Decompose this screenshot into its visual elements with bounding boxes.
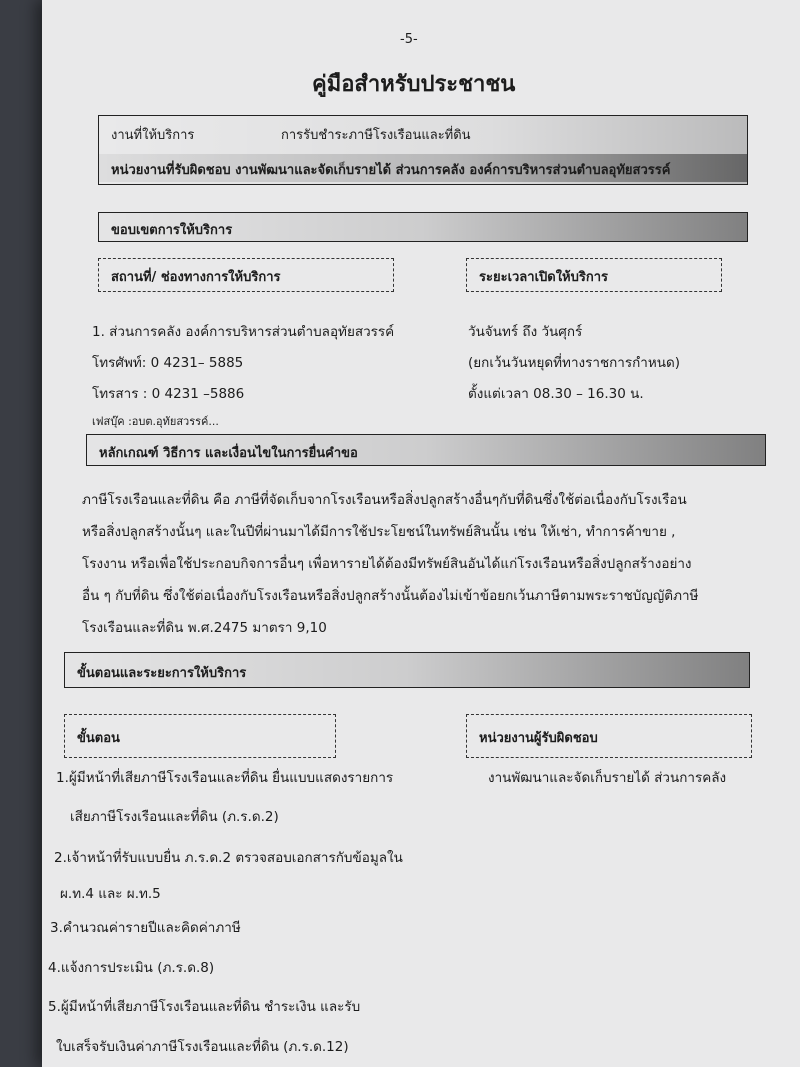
step-line: 1.ผู้มีหน้าที่เสียภาษีโรงเรือนและที่ดิน ยื่นแบบแสดงรายการ [56,770,394,786]
steps-heading-box [64,714,336,758]
service-row [111,124,471,145]
step-line: 2.เจ้าหน้าที่รับแบบยื่น ภ.ร.ด.2 ตรวจสอบเอกสารกับข้อมูลใน [54,850,403,866]
steps-heading: ขั้นตอน [77,731,120,746]
facebook-page: เฟสบุ๊ค :อบต.อุทัยสวรรค์... [92,415,219,428]
service-label: งานที่ให้บริการ [111,128,195,143]
step-line: 5.ผู้มีหน้าที่เสียภาษีโรงเรือนและที่ดิน ชำระเงิน และรับ [48,999,361,1015]
criteria-line: โรงงาน หรือเพื่อใช้ประกอบกิจการอื่นๆ เพื่อหารายได้ต้องมีทรัพย์สินอันได้แก่โรงเรือนหรือสิ่งปลูกสร้างอย่าง [82,556,692,572]
procedure-heading-box [64,652,750,688]
responsible-row [99,154,747,182]
hours-line2: (ยกเว้นวันหยุดที่ทางราชการกำหนด) [468,355,681,371]
hours-heading-box [466,258,722,292]
service-value: การรับชำระภาษีโรงเรือนและที่ดิน [281,128,471,143]
hours-heading: ระยะเวลาเปิดให้บริการ [479,270,609,285]
page-number: -5- [400,32,418,47]
criteria-heading: หลักเกณฑ์ วิธีการ และเงื่อนไขในการยื่นคำขอ [99,446,358,461]
criteria-line: อื่น ๆ กับที่ดิน ซึ่งใช้ต่อเนื่องกับโรงเรือนหรือสิ่งปลูกสร้างนั้นต้องไม่เข้าข้อยกเว้นภาษีตามพระราชบัญญัติภาษี [82,588,699,604]
responsible-text: หน่วยงานที่รับผิดชอบ งานพัฒนาและจัดเก็บรายได้ ส่วนการคลัง องค์การบริหารส่วนตำบลอุทัยสวรรค์ [111,163,671,178]
step-line: 3.คำนวณค่ารายปีและคิดค่าภาษี [50,920,241,936]
criteria-line: ภาษีโรงเรือนและที่ดิน คือ ภาษีที่จัดเก็บจากโรงเรือนหรือสิ่งปลูกสร้างอื่นๆกับที่ดินซึ่งใช้ต่อเนื่องกับโรงเรือน [82,492,687,508]
resp-heading-box [466,714,752,758]
criteria-line: หรือสิ่งปลูกสร้างนั้นๆ และในปีที่ผ่านมาได้มีการใช้ประโยชน์ในทรัพย์สินนั้น เช่น ให้เช่า, ทำการค้าขาย , [82,524,676,540]
resp-value: งานพัฒนาและจัดเก็บรายได้ ส่วนการคลัง [488,770,727,786]
resp-heading: หน่วยงานผู้รับผิดชอบ [479,731,598,746]
procedure-heading: ขั้นตอนและระยะการให้บริการ [77,666,247,681]
phone-number: โทรศัพท์: 0 4231– 5885 [92,355,244,371]
fax-number: โทรสาร : 0 4231 –5886 [92,386,245,402]
step-line: ใบเสร็จรับเงินค่าภาษีโรงเรือนและที่ดิน (ภ.ร.ด.12) [56,1039,349,1055]
step-line: ผ.ท.4 และ ผ.ท.5 [60,886,161,902]
criteria-line: โรงเรือนและที่ดิน พ.ศ.2475 มาตรา 9,10 [82,620,327,636]
step-line: 4.แจ้งการประเมิน (ภ.ร.ด.8) [48,960,215,976]
document-page [42,0,800,1067]
step-line: เสียภาษีโรงเรือนและที่ดิน (ภ.ร.ด.2) [70,809,279,825]
hours-line1: วันจันทร์ ถึง วันศุกร์ [468,324,583,340]
scope-heading-box [98,212,748,242]
criteria-heading-box [86,434,766,466]
location-line1: 1. ส่วนการคลัง องค์การบริหารส่วนตำบลอุทัยสวรรค์ [92,324,395,340]
location-heading: สถานที่/ ช่องทางการให้บริการ [111,270,281,285]
service-info-box [98,115,748,185]
scope-heading: ขอบเขตการให้บริการ [111,223,233,238]
hours-line3: ตั้งแต่เวลา 08.30 – 16.30 น. [468,386,644,402]
location-heading-box [98,258,394,292]
page-title: คู่มือสำหรับประชาชน [312,72,516,97]
